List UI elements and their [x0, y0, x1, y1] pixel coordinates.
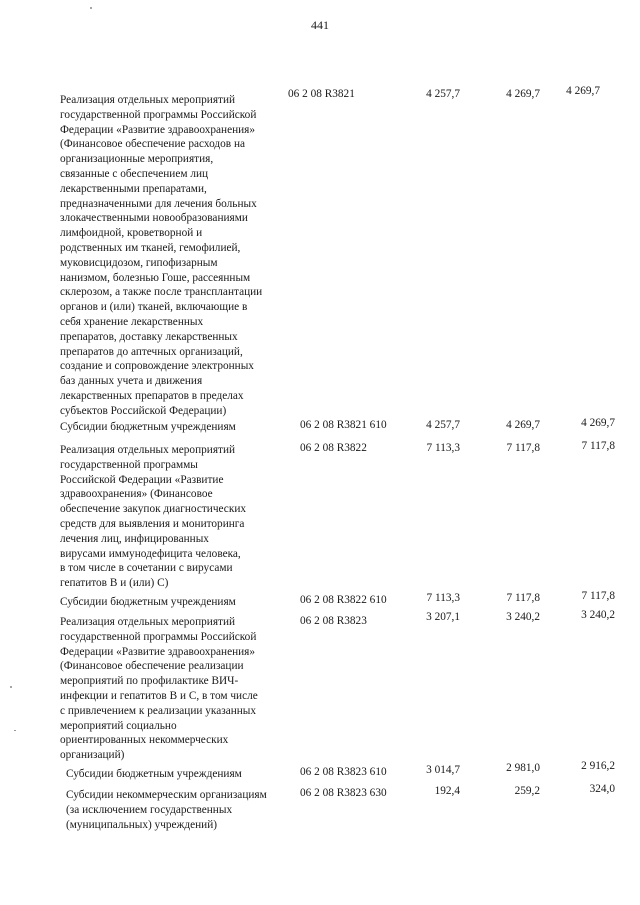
- value-year-3: 4 269,7: [581, 417, 615, 429]
- row-code: 06 2 08 R3823: [300, 615, 367, 627]
- row-code: 06 2 08 R3822 610: [300, 594, 387, 606]
- value-year-1: 4 257,7: [426, 419, 460, 431]
- row-name: Субсидии бюджетным учреждениям: [66, 768, 242, 780]
- row-name: Субсидии бюджетным учреждениям: [60, 596, 236, 608]
- row-code: 06 2 08 R3822: [300, 442, 367, 454]
- row-name: Реализация отдельных мероприятий государственной программы Российской Федерации «Развитие здравоохранения» (Финансовое обеспечение закупок диагностических средств для выявления и мониторинга лечения лиц, инфицированных вирусами иммунодефицита человека, в том числе в сочетании с вирусами гепатитов В и (или) С): [60, 444, 247, 590]
- value-year-3: 4 269,7: [566, 85, 600, 97]
- value-year-1: 7 113,3: [426, 592, 460, 604]
- value-year-1: 192,4: [434, 785, 460, 797]
- page-number: 441: [311, 18, 329, 32]
- value-year-3: 7 117,8: [581, 440, 615, 452]
- value-year-2: 4 269,7: [506, 419, 540, 431]
- value-year-3: 324,0: [589, 783, 615, 795]
- scan-speck: [90, 7, 92, 9]
- value-year-2: 7 117,8: [506, 592, 540, 604]
- value-year-1: 7 113,3: [426, 442, 460, 454]
- scan-speck: [14, 730, 16, 731]
- value-year-2: 259,2: [514, 785, 540, 797]
- row-name: Субсидии некоммерческим организациям (за исключением государственных (муниципальных) учреждений): [66, 789, 267, 831]
- value-year-1: 3 014,7: [426, 764, 460, 776]
- value-year-2: 4 269,7: [506, 88, 540, 100]
- value-year-1: 4 257,7: [426, 88, 460, 100]
- row-name: Субсидии бюджетным учреждениям: [60, 421, 236, 433]
- value-year-3: 2 916,2: [581, 760, 615, 772]
- value-year-1: 3 207,1: [426, 611, 460, 623]
- value-year-2: 2 981,0: [506, 762, 540, 774]
- row-code: 06 2 08 R3821 610: [300, 419, 387, 431]
- row-code: 06 2 08 R3823 610: [300, 766, 387, 778]
- row-name: Реализация отдельных мероприятий государственной программы Российской Федерации «Развитие здравоохранения» (Финансовое обеспечение реализации мероприятий по профилактике ВИЧ- инфекции и гепатитов В и С, в том числе с привлечением к реализации указанных мероприятий социально ориентированных некоммерческих организаций): [60, 616, 258, 762]
- scan-speck: [10, 686, 12, 688]
- row-name: Реализация отдельных мероприятий государственной программы Российской Федерации «Развитие здравоохранения» (Финансовое обеспечение расходов на организационные мероприятия, связанные с обеспечением лиц лекарственными препаратами, предназначенными для лечения больных злокачественными новообразованиями лимфоидной, кроветворной и родственных им тканей, гемофилией, муковисцидозом, гипофизарным нанизмом, болезнью Гоше, рассеянным склерозом, а также после трансплантации органов и (или) тканей, включающие в себя хранение лекарственных препаратов, доставку лекарственных препаратов до аптечных организаций, создание и сопровождение электронных баз данных учета и движения лекарственных препаратов в пределах субъектов Российской Федерации): [60, 94, 263, 417]
- row-code: 06 2 08 R3823 630: [300, 787, 387, 799]
- value-year-2: 7 117,8: [506, 442, 540, 454]
- value-year-2: 3 240,2: [506, 611, 540, 623]
- value-year-3: 7 117,8: [581, 590, 615, 602]
- row-code: 06 2 08 R3821: [288, 88, 355, 100]
- value-year-3: 3 240,2: [581, 609, 615, 621]
